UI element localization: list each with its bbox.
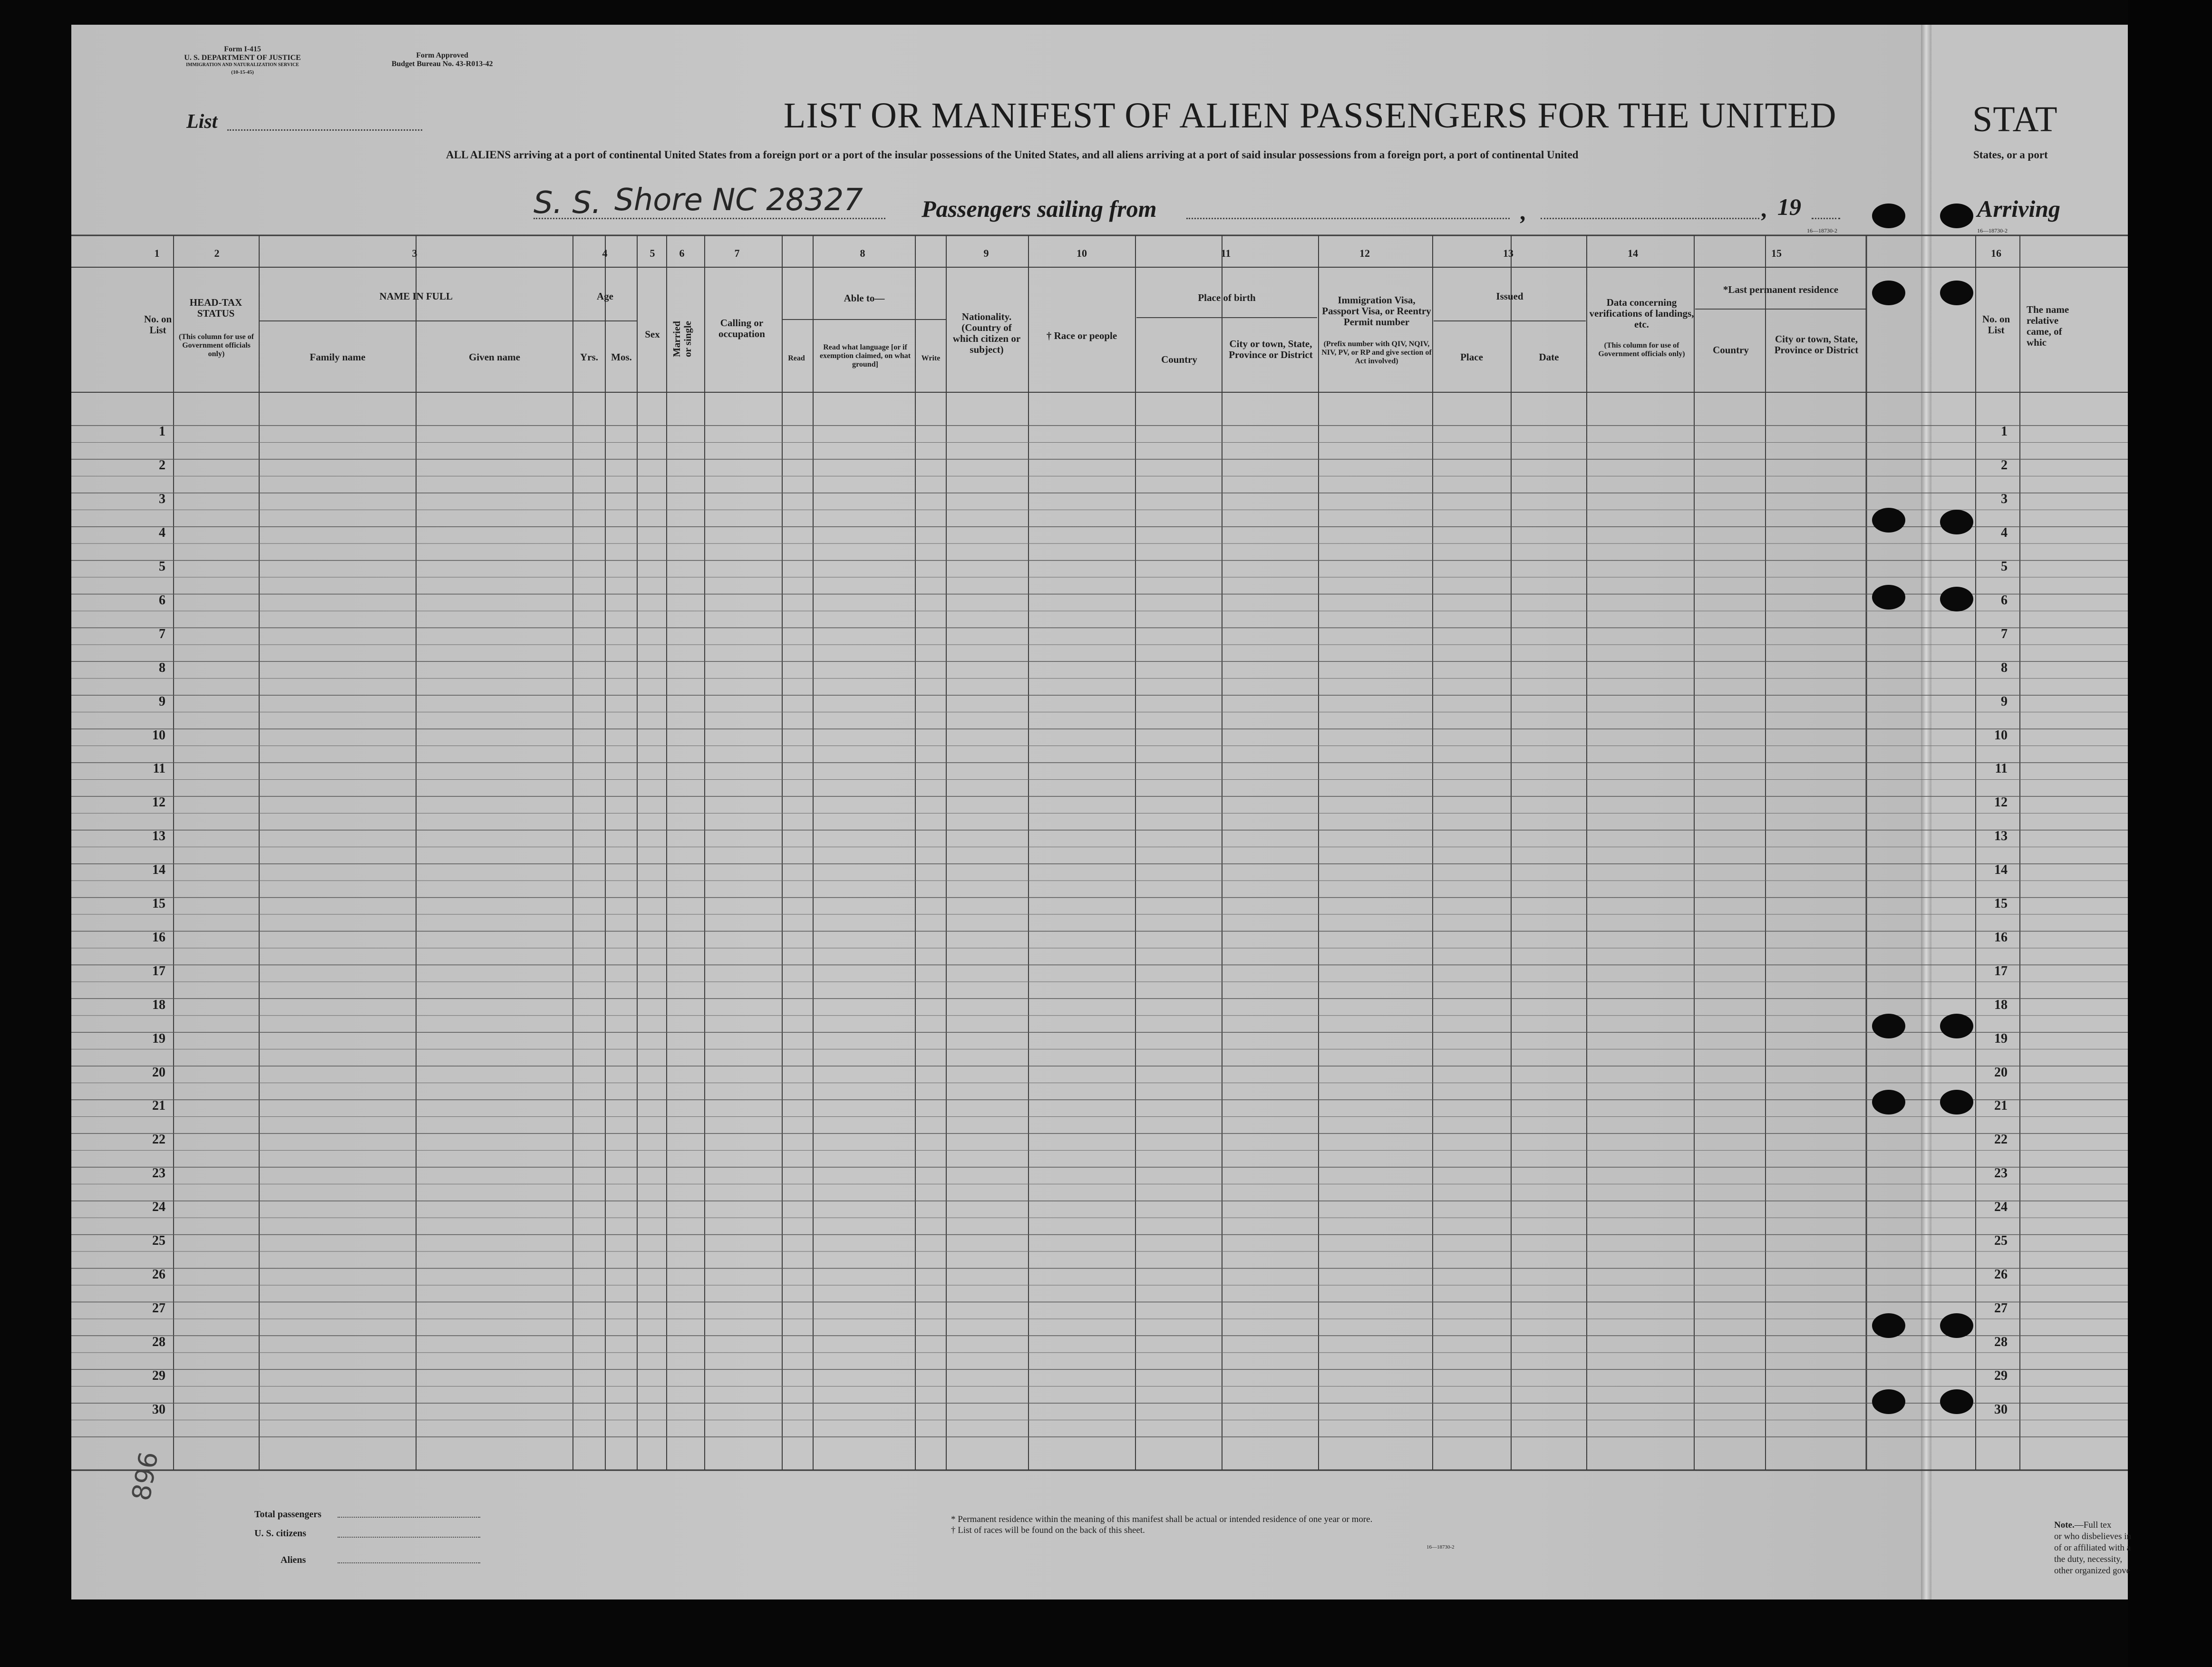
row-number-right: 20 — [1994, 1065, 2008, 1080]
row-number: 12 — [152, 795, 165, 810]
row-number-right: 18 — [1994, 997, 2008, 1012]
arriving-label: Arriving — [1977, 195, 2061, 222]
footnote-residence: * Permanent residence within the meaning of this manifest shall be actual or intended residence of one year or more. — [951, 1514, 1373, 1524]
page-subtitle: ALL ALIENS arriving at a port of continental United States from a foreign port or a port of the insular possessions of the United States, and all aliens arriving at a port of said insular possessions from a foreign port, a port of continental United — [446, 149, 1579, 161]
header-visa-note: (Prefix number with QIV, NQIV, NIV, PV, or RP and give section of Act involved) — [1321, 340, 1432, 365]
header-res-country: Country — [1713, 344, 1749, 356]
punch-hole — [1872, 1389, 1905, 1414]
punch-hole — [1872, 281, 1905, 305]
punch-hole — [1940, 510, 1973, 534]
row-number: 1 — [159, 424, 165, 439]
punch-hole — [1940, 1090, 1973, 1115]
header-sex: Sex — [645, 329, 660, 340]
punch-hole — [1940, 1389, 1973, 1414]
row-number-right: 30 — [1994, 1402, 2008, 1417]
punch-hole — [1872, 508, 1905, 533]
ship-name-handwritten: Shore NC 28327 — [614, 183, 863, 218]
row-number: 30 — [152, 1402, 165, 1417]
punch-hole — [1872, 1313, 1905, 1338]
row-number: 2 — [159, 458, 165, 473]
row-number-right: 6 — [2001, 592, 2008, 608]
colnum-5: 5 — [650, 247, 655, 259]
total-passengers-label: Total passengers — [254, 1509, 321, 1520]
header-no-on-list: No. on List — [144, 313, 172, 336]
row-number: 23 — [152, 1166, 165, 1181]
row-number: 19 — [152, 1031, 165, 1046]
ship-prefix: S. S. — [534, 185, 602, 221]
row-number-right: 17 — [1994, 963, 2008, 979]
us-citizens-field[interactable] — [338, 1537, 480, 1538]
header-able-to: Able to— — [844, 292, 885, 304]
punch-hole — [1940, 204, 1973, 228]
page-title: LIST OR MANIFEST OF ALIEN PASSENGERS FOR THE UNITED — [784, 96, 1837, 136]
header-mos: Mos. — [611, 351, 632, 363]
punch-hole — [1872, 1090, 1905, 1115]
row-number: 24 — [152, 1200, 165, 1215]
punch-hole — [1940, 587, 1973, 611]
row-number: 7 — [159, 626, 165, 641]
aliens-field[interactable] — [338, 1562, 480, 1563]
row-number: 6 — [159, 592, 165, 608]
form-number: Form I-415 — [224, 45, 261, 53]
row-number-right: 5 — [2001, 559, 2008, 574]
print-code-bottom: 16—18730-2 — [1426, 1544, 1455, 1550]
header-issued-date: Date — [1539, 351, 1559, 363]
header-nationality: Nationality. (Country of which citizen or subject) — [952, 311, 1021, 355]
row-number-right: 21 — [1994, 1098, 2008, 1114]
row-number: 4 — [159, 525, 165, 541]
row-number-right: 16 — [1994, 930, 2008, 945]
header-write: Write — [921, 354, 941, 362]
aliens-label: Aliens — [281, 1555, 306, 1565]
header-last-residence: *Last permanent residence — [1723, 284, 1839, 295]
right-note-label: Note. — [2054, 1520, 2075, 1530]
right-note-line: the duty, necessity, — [2054, 1554, 2123, 1564]
header-data-note: (This column for use of Government officials only) — [1598, 341, 1685, 358]
header-birth-city: City or town, State, Province or District — [1229, 338, 1313, 360]
header-visa: Immigration Visa, Passport Visa, or Reentry Permit number — [1322, 294, 1431, 328]
total-passengers-field[interactable] — [338, 1517, 480, 1518]
punch-hole — [1940, 281, 1973, 305]
row-number: 28 — [152, 1334, 165, 1349]
row-number: 18 — [152, 997, 165, 1012]
footnote-races: † List of races will be found on the back of this sheet. — [951, 1525, 1145, 1535]
right-note-line: —Full tex — [2074, 1520, 2112, 1530]
punch-hole — [1872, 1014, 1905, 1038]
comma-2: , — [1762, 195, 1768, 222]
header-read-language: Read what language [or if exemption claimed, on what ground] — [819, 343, 911, 368]
row-number: 13 — [152, 829, 165, 844]
row-number: 5 — [159, 559, 165, 574]
row-number: 15 — [152, 896, 165, 911]
header-right-partial: The name relative came, of whic — [2027, 304, 2069, 348]
header-head-tax-note: (This column for use of Government officials only) — [179, 333, 254, 358]
punch-hole — [1940, 1014, 1973, 1038]
page-subtitle-continued: States, or a port — [1973, 149, 2048, 161]
row-number-right: 2 — [2001, 458, 2008, 473]
row-number: 11 — [153, 761, 165, 776]
colnum-4: 4 — [602, 247, 608, 259]
colnum-14: 14 — [1628, 247, 1638, 259]
department-name: U. S. DEPARTMENT OF JUSTICE — [184, 54, 301, 62]
header-calling: Calling or occupation — [718, 317, 765, 339]
colnum-1: 1 — [154, 247, 160, 259]
service-name: IMMIGRATION AND NATURALIZATION SERVICE — [186, 62, 299, 68]
form-approved: Form Approved — [416, 51, 468, 59]
row-number-right: 10 — [1994, 727, 2008, 743]
row-number-right: 14 — [1994, 863, 2008, 878]
row-number: 29 — [152, 1368, 165, 1383]
row-number: 21 — [152, 1098, 165, 1114]
row-number-right: 1 — [2001, 424, 2008, 439]
header-name-in-full: NAME IN FULL — [379, 291, 453, 302]
print-code-top: 16—18730-2 — [1807, 227, 1837, 234]
colnum-9: 9 — [983, 247, 989, 259]
list-label: List — [186, 111, 218, 133]
row-number: 22 — [152, 1132, 165, 1147]
right-note-line: or who disbelieves in — [2054, 1531, 2132, 1541]
header-age: Age — [597, 291, 613, 302]
row-number: 27 — [152, 1300, 165, 1316]
row-number: 10 — [152, 727, 165, 743]
row-number: 17 — [152, 963, 165, 979]
form-date-code: (10-15-45) — [231, 69, 254, 75]
row-number-right: 12 — [1994, 795, 2008, 810]
sailing-from-label: Passengers sailing from — [922, 195, 1157, 222]
header-yrs: Yrs. — [580, 351, 598, 363]
header-birth-country: Country — [1161, 354, 1197, 365]
colnum-3: 3 — [412, 247, 417, 259]
colnum-16: 16 — [1991, 247, 2001, 259]
header-married: Married or single — [671, 320, 693, 358]
header-head-tax: HEAD-TAX STATUS — [189, 297, 243, 319]
header-given-name: Given name — [469, 351, 520, 363]
page-title-continued: STAT — [1972, 99, 2058, 139]
colnum-2: 2 — [214, 247, 220, 259]
colnum-15: 15 — [1771, 247, 1782, 259]
colnum-12: 12 — [1359, 247, 1370, 259]
row-number-right: 25 — [1994, 1233, 2008, 1249]
row-number-right: 7 — [2001, 626, 2008, 641]
right-note — [2054, 1520, 2131, 1577]
row-number-right: 24 — [1994, 1200, 2008, 1215]
row-number: 26 — [152, 1267, 165, 1282]
colnum-13: 13 — [1503, 247, 1513, 259]
row-number: 20 — [152, 1065, 165, 1080]
right-note-line: other organized gove — [2054, 1566, 2131, 1576]
row-number-right: 4 — [2001, 525, 2008, 541]
row-number-right: 11 — [1995, 761, 2008, 776]
row-number-right: 28 — [1994, 1334, 2008, 1349]
punch-hole — [1872, 585, 1905, 610]
row-number-right: 8 — [2001, 660, 2008, 675]
row-number: 14 — [152, 863, 165, 878]
budget-number: Budget Bureau No. 43-R013-42 — [391, 60, 493, 68]
header-data-concerning: Data concerning verifications of landings, etc. — [1589, 297, 1694, 330]
row-number: 3 — [159, 492, 165, 507]
row-number-right: 9 — [2001, 694, 2008, 709]
colnum-8: 8 — [860, 247, 865, 259]
us-citizens-label: U. S. citizens — [254, 1528, 306, 1539]
header-place-of-birth: Place of birth — [1198, 292, 1256, 303]
row-number-right: 27 — [1994, 1300, 2008, 1316]
row-number-right: 19 — [1994, 1031, 2008, 1046]
header-race: † Race or people — [1046, 330, 1117, 341]
row-number: 25 — [152, 1233, 165, 1249]
row-number-right: 22 — [1994, 1132, 2008, 1147]
header-family-name: Family name — [310, 351, 366, 363]
print-code-right: 16—18730-2 — [1977, 227, 2008, 234]
row-number-right: 3 — [2001, 492, 2008, 507]
right-note-line: of or affiliated with a — [2054, 1543, 2131, 1553]
row-number: 9 — [159, 694, 165, 709]
colnum-6: 6 — [679, 247, 685, 259]
colnum-11: 11 — [1221, 247, 1231, 259]
row-number-right: 29 — [1994, 1368, 2008, 1383]
row-number: 16 — [152, 930, 165, 945]
header-right-no-on-list: No. on List — [1982, 313, 2010, 336]
header-read: Read — [788, 354, 805, 362]
row-number: 8 — [159, 660, 165, 675]
row-number-right: 15 — [1994, 896, 2008, 911]
comma: , — [1521, 198, 1527, 225]
punch-hole — [1940, 1313, 1973, 1338]
row-number-right: 23 — [1994, 1166, 2008, 1181]
colnum-7: 7 — [734, 247, 740, 259]
header-issued-place: Place — [1460, 351, 1483, 363]
header-res-city: City or town, State, Province or District — [1774, 333, 1859, 356]
row-number-right: 13 — [1994, 829, 2008, 844]
punch-hole — [1872, 204, 1905, 228]
margin-handwriting: 896 — [126, 1449, 164, 1503]
colnum-10: 10 — [1077, 247, 1087, 259]
row-number-right: 26 — [1994, 1267, 2008, 1282]
year-prefix: 19 — [1777, 194, 1801, 220]
header-issued: Issued — [1496, 291, 1523, 302]
